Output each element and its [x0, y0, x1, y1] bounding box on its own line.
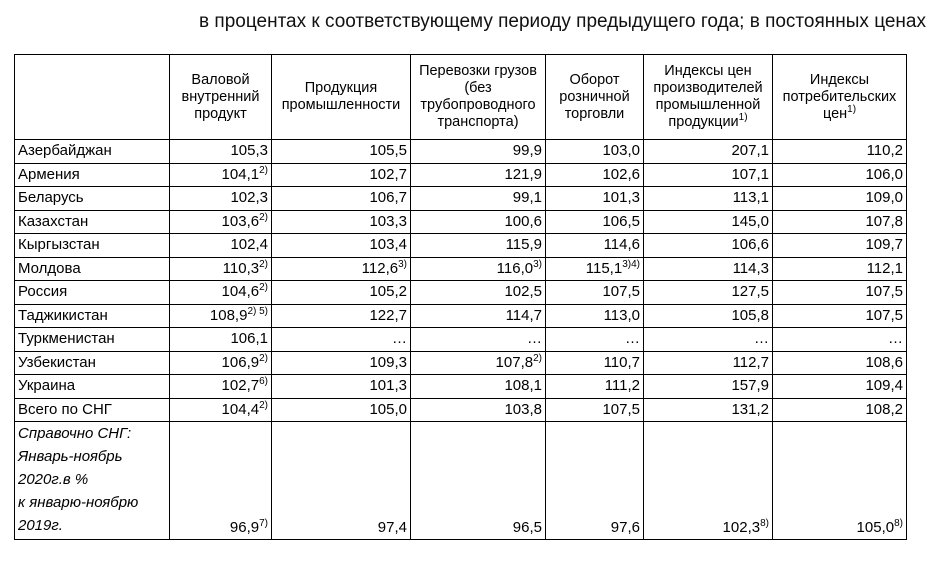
cell-value: 102,3 [722, 519, 761, 536]
cell-value: 127,5 [731, 283, 769, 301]
country-name: Молдова [15, 257, 170, 281]
table-cell [411, 234, 546, 258]
country-name: Беларусь [15, 187, 170, 211]
table-row [15, 257, 907, 281]
cell-value: 105,8 [731, 306, 769, 324]
table-cell [773, 375, 907, 399]
table-row [15, 187, 907, 211]
cell-value: 105,0 [856, 519, 895, 536]
reference-label-line: к январю-ноябрю [18, 494, 139, 511]
table-cell [170, 398, 272, 422]
table-row [15, 351, 907, 375]
table-cell [546, 234, 644, 258]
footnote-marker: 2) [259, 211, 268, 223]
cell-value: 96,9 [229, 519, 260, 536]
cell-value: 106,1 [230, 330, 268, 348]
cell-value: 122,7 [369, 306, 407, 324]
table-cell [546, 163, 644, 187]
cell-value: 112,1 [866, 259, 903, 277]
table-cell [644, 281, 773, 305]
country-name: Всего по СНГ [15, 398, 170, 422]
table-cell [272, 281, 411, 305]
cell-value: 103,0 [602, 142, 640, 160]
cell-value: 108,6 [865, 353, 903, 371]
cell-value: 104,4 [221, 400, 260, 418]
table-cell [773, 257, 907, 281]
cell-value: 97,6 [610, 519, 640, 536]
cell-value: 106,5 [602, 212, 640, 230]
reference-cell [272, 422, 411, 540]
cell-value: 106,0 [865, 165, 903, 183]
table-cell [411, 304, 546, 328]
table-cell [411, 187, 546, 211]
table-cell [546, 328, 644, 352]
footnote-marker: 3)4) [622, 258, 640, 270]
footnote-marker: 7) [259, 518, 268, 529]
cell-value: 102,3 [230, 189, 268, 207]
column-header-label: Валовой внутренний продукт [181, 71, 260, 122]
cell-value: … [888, 330, 903, 348]
column-header [411, 55, 546, 140]
footnote-marker: 1) [847, 103, 857, 115]
cell-value: 103,4 [369, 236, 407, 254]
table-cell [411, 375, 546, 399]
cell-value: 112,7 [732, 353, 769, 371]
table-cell [773, 163, 907, 187]
table-caption: в процентах к соответствующему периоду предыдущего года; в постоянных ценах [199, 11, 926, 32]
footnote-marker: 2) [259, 399, 268, 411]
cell-value: 157,9 [731, 377, 769, 395]
table-cell [411, 163, 546, 187]
table-cell [773, 187, 907, 211]
cell-value: 107,5 [602, 400, 640, 418]
cell-value: 102,4 [230, 236, 268, 254]
table-row [15, 398, 907, 422]
table-cell [644, 257, 773, 281]
country-name: Узбекистан [15, 351, 170, 375]
footnote-marker: 2) [259, 282, 268, 294]
table-cell [411, 210, 546, 234]
cell-value: 102,7 [221, 377, 260, 395]
reference-label-line: 2020г.в % [18, 471, 89, 488]
cell-value: 100,6 [504, 212, 542, 230]
table-cell [272, 257, 411, 281]
cell-value: 99,1 [512, 189, 542, 207]
cell-value: 110,3 [222, 259, 260, 277]
country-name: Россия [15, 281, 170, 305]
footnote-marker: 2) [533, 352, 542, 364]
table-cell [170, 257, 272, 281]
cell-value: 107,5 [865, 283, 903, 301]
table-cell [411, 281, 546, 305]
cell-value: 103,6 [221, 212, 260, 230]
cell-value: 103,3 [369, 212, 407, 230]
reference-row [15, 422, 907, 540]
cell-value: 113,0 [603, 306, 640, 324]
table-cell [773, 304, 907, 328]
cell-value: 116,0 [496, 259, 534, 277]
reference-cell [546, 422, 644, 540]
table-cell [546, 210, 644, 234]
table-cell [170, 187, 272, 211]
cell-value: 102,7 [369, 165, 407, 183]
table-cell [170, 234, 272, 258]
cell-value: 107,8 [865, 212, 903, 230]
cell-value: 99,9 [512, 142, 542, 160]
table-cell [272, 328, 411, 352]
cell-value: 102,5 [504, 283, 542, 301]
table-cell [644, 234, 773, 258]
cell-value: 207,1 [731, 142, 769, 160]
table-cell [546, 187, 644, 211]
cell-value: 106,6 [731, 236, 769, 254]
table-cell [272, 163, 411, 187]
country-name: Таджикистан [15, 304, 170, 328]
table-cell [644, 398, 773, 422]
reference-cell [644, 422, 773, 540]
table-cell [773, 140, 907, 164]
cell-value: 104,6 [221, 283, 260, 301]
cell-value: 108,9 [209, 306, 248, 324]
table-body [15, 140, 907, 540]
table-cell [170, 281, 272, 305]
column-header-label: Перевозки грузов (без трубопроводного транспорта) [419, 63, 537, 130]
cell-value: 112,6 [361, 259, 399, 277]
cell-value: 107,1 [731, 165, 769, 183]
cell-value: 114,3 [732, 259, 769, 277]
table-cell [546, 304, 644, 328]
column-header [644, 55, 773, 140]
reference-label-line: 2019г. [18, 517, 63, 534]
table-cell [272, 140, 411, 164]
table-cell [170, 375, 272, 399]
table-cell [644, 304, 773, 328]
cell-value: 115,9 [505, 236, 542, 254]
cell-value: 106,7 [369, 189, 407, 207]
cell-value: 107,5 [865, 306, 903, 324]
column-header [546, 55, 644, 140]
table-cell [411, 351, 546, 375]
cell-value: 109,4 [865, 377, 903, 395]
cell-value: 110,2 [866, 142, 903, 160]
table-cell [272, 210, 411, 234]
cell-value: 103,8 [504, 400, 542, 418]
country-name: Украина [15, 375, 170, 399]
footnote-marker: 2) [259, 352, 268, 364]
country-name: Туркменистан [15, 328, 170, 352]
column-header [773, 55, 907, 140]
cell-value: 102,6 [602, 165, 640, 183]
footnote-marker: 2) [259, 258, 268, 270]
table-cell [546, 281, 644, 305]
cell-value: … [527, 330, 542, 348]
column-header [272, 55, 411, 140]
cis-statistics-table [14, 54, 907, 540]
table-cell [644, 187, 773, 211]
table-row [15, 140, 907, 164]
cell-value: 101,3 [369, 377, 407, 395]
footnote-marker: 8) [894, 518, 903, 529]
table-cell [272, 398, 411, 422]
table-row [15, 163, 907, 187]
column-header-label: Индексы цен производителей промышленной продукции [653, 63, 763, 130]
table-cell [644, 210, 773, 234]
table-cell [546, 140, 644, 164]
cell-value: 109,7 [865, 236, 903, 254]
cell-value: 113,1 [732, 189, 769, 207]
table-cell [170, 328, 272, 352]
table-cell [644, 351, 773, 375]
column-header-label: Продукция промышленности [281, 80, 401, 113]
cell-value: 114,7 [505, 306, 542, 324]
cell-value: 109,0 [865, 189, 903, 207]
cell-value: … [625, 330, 640, 348]
table-cell [272, 351, 411, 375]
cell-value: 114,6 [603, 236, 640, 254]
cell-value: 109,3 [369, 353, 407, 371]
cell-value: 108,1 [504, 377, 542, 395]
cell-value: … [754, 330, 769, 348]
column-header-label: Индексы потребительских цен [782, 71, 897, 122]
table-cell [170, 140, 272, 164]
cell-value: 111,2 [604, 377, 640, 395]
reference-cell [773, 422, 907, 540]
table-cell [773, 398, 907, 422]
table-cell [773, 210, 907, 234]
footnote-marker: 3) [533, 258, 542, 270]
country-name: Казахстан [15, 210, 170, 234]
reference-cell [170, 422, 272, 540]
country-name: Азербайджан [15, 140, 170, 164]
cell-value: 145,0 [731, 212, 769, 230]
table-cell [644, 375, 773, 399]
table-cell [546, 375, 644, 399]
table-row [15, 304, 907, 328]
table-cell [272, 304, 411, 328]
table-cell [644, 328, 773, 352]
table-cell [644, 140, 773, 164]
cell-value: 121,9 [504, 165, 542, 183]
cell-value: 105,5 [369, 142, 407, 160]
cell-value: 97,4 [377, 519, 407, 536]
cell-value: 110,7 [603, 353, 640, 371]
country-name: Кыргызстан [15, 234, 170, 258]
table-cell [773, 351, 907, 375]
footnote-marker: 2) 5) [247, 305, 268, 317]
reference-label-line: Справочно СНГ: [18, 425, 132, 442]
header-corner [15, 55, 170, 140]
reference-label-line: Январь-ноябрь [18, 448, 123, 465]
table-cell [272, 375, 411, 399]
cell-value: 105,3 [230, 142, 268, 160]
table-cell [411, 398, 546, 422]
table-cell [644, 163, 773, 187]
table-row [15, 328, 907, 352]
table-cell [411, 328, 546, 352]
header-row [15, 55, 907, 140]
table-cell [170, 304, 272, 328]
table-cell [411, 257, 546, 281]
cell-value: 108,2 [865, 400, 903, 418]
cell-value: 107,8 [495, 353, 534, 371]
cell-value: 106,9 [221, 353, 260, 371]
table-cell [773, 281, 907, 305]
cell-value: 105,0 [369, 400, 407, 418]
table-cell [272, 187, 411, 211]
table-cell [170, 163, 272, 187]
reference-cell [411, 422, 546, 540]
table-row [15, 210, 907, 234]
cell-value: 101,3 [602, 189, 640, 207]
cell-value: 105,2 [369, 283, 407, 301]
table-cell [773, 328, 907, 352]
table-cell [411, 140, 546, 164]
table-row [15, 234, 907, 258]
cell-value: 115,1 [585, 259, 623, 277]
table-row [15, 281, 907, 305]
table-cell [170, 210, 272, 234]
table-cell [170, 351, 272, 375]
cell-value: 131,2 [731, 400, 769, 418]
table-row [15, 375, 907, 399]
country-name: Армения [15, 163, 170, 187]
cell-value: 107,5 [602, 283, 640, 301]
table-cell [546, 351, 644, 375]
table-cell [773, 234, 907, 258]
table-cell [546, 398, 644, 422]
table-cell [272, 234, 411, 258]
cell-value: 104,1 [221, 165, 260, 183]
cell-value: … [392, 330, 407, 348]
footnote-marker: 8) [760, 518, 769, 529]
column-header [170, 55, 272, 140]
table-cell [546, 257, 644, 281]
cell-value: 96,5 [512, 519, 542, 536]
column-header-label: Оборот розничной торговли [559, 71, 630, 122]
reference-label [15, 422, 170, 540]
footnote-marker: 2) [259, 164, 268, 176]
footnote-marker: 1) [738, 112, 748, 124]
footnote-marker: 6) [259, 376, 268, 388]
footnote-marker: 3) [398, 258, 407, 270]
